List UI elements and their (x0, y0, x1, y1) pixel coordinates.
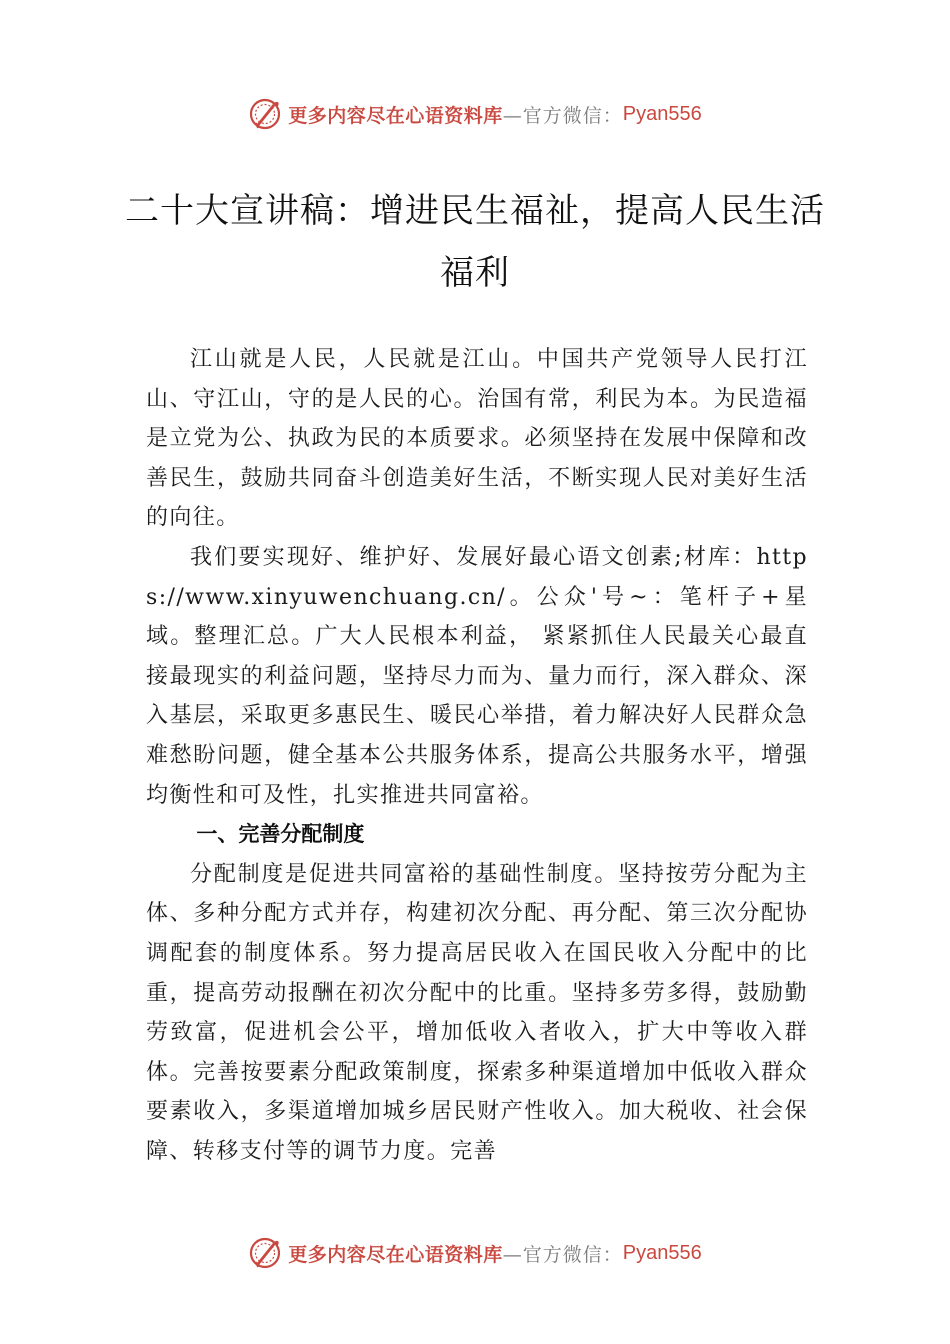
quill-pen-seal-icon (248, 1236, 282, 1270)
wechat-label: —官方微信： (502, 104, 623, 127)
document-title: 二十大宣讲稿：增进民生福祉，提高人民生活福利 (125, 191, 825, 293)
quill-pen-seal-icon (248, 97, 282, 131)
section-heading: 一、完善分配制度 (196, 822, 365, 847)
library-brand-text: 更多内容尽在心语资料库 (288, 104, 503, 127)
wechat-id: Pyan556 (622, 102, 702, 125)
footer-banner (0, 1233, 950, 1273)
paragraph-intro: 江山就是人民，人民就是江山。中国共产党领导人民打江山、守江山，守的是人民的心。治国有常，利民为本。为民造福是立党为公、执政为民的本质要求。必须坚持在发展中保障和改善民生，鼓励共同奋斗创造美好生活，不断实现人民对美好生活的向往。 (146, 347, 808, 531)
wechat-label: —官方微信： (502, 1243, 623, 1266)
paragraph-distribution: 分配制度是促进共同富裕的基础性制度。坚持按劳分配为主体、多种分配方式并存，构建初次分配、再分配、第三次分配协调配套的制度体系。努力提高居民收入在国民收入分配中的比重，提高劳动报酬在初次分配中的比重。坚持多劳多得，鼓励勤劳致富，促进机会公平，增加低收入者收入，扩大中等收入群体。完善按要素分配政策制度，探索多种渠道增加中低收入群众要素收入，多渠道增加城乡居民财产性收入。加大税收、社会保障、转移支付等的调节力度。完善 (146, 861, 808, 1164)
document-body (146, 340, 808, 1171)
header-banner (0, 94, 950, 134)
paragraph-commitment: 我们要实现好、维护好、发展好最心语文创素;材库：https://www.xinyuwenchuang.cn/。公众'号~：笔杆子+星域。整理汇总。广大人民根本利益， 紧紧抓住人民最关心最直接最现实的利益问题，坚持尽力而为、量力而行，深入群众、深入基层，采取更多惠民生、暖民心举措，着力解决好人民群众急难愁盼问题，健全基本公共服务体系，提高公共服务水平，增强均衡性和可及性，扎实推进共同富裕。 (146, 544, 808, 808)
wechat-id: Pyan556 (622, 1241, 702, 1264)
library-brand-text: 更多内容尽在心语资料库 (288, 1243, 503, 1266)
